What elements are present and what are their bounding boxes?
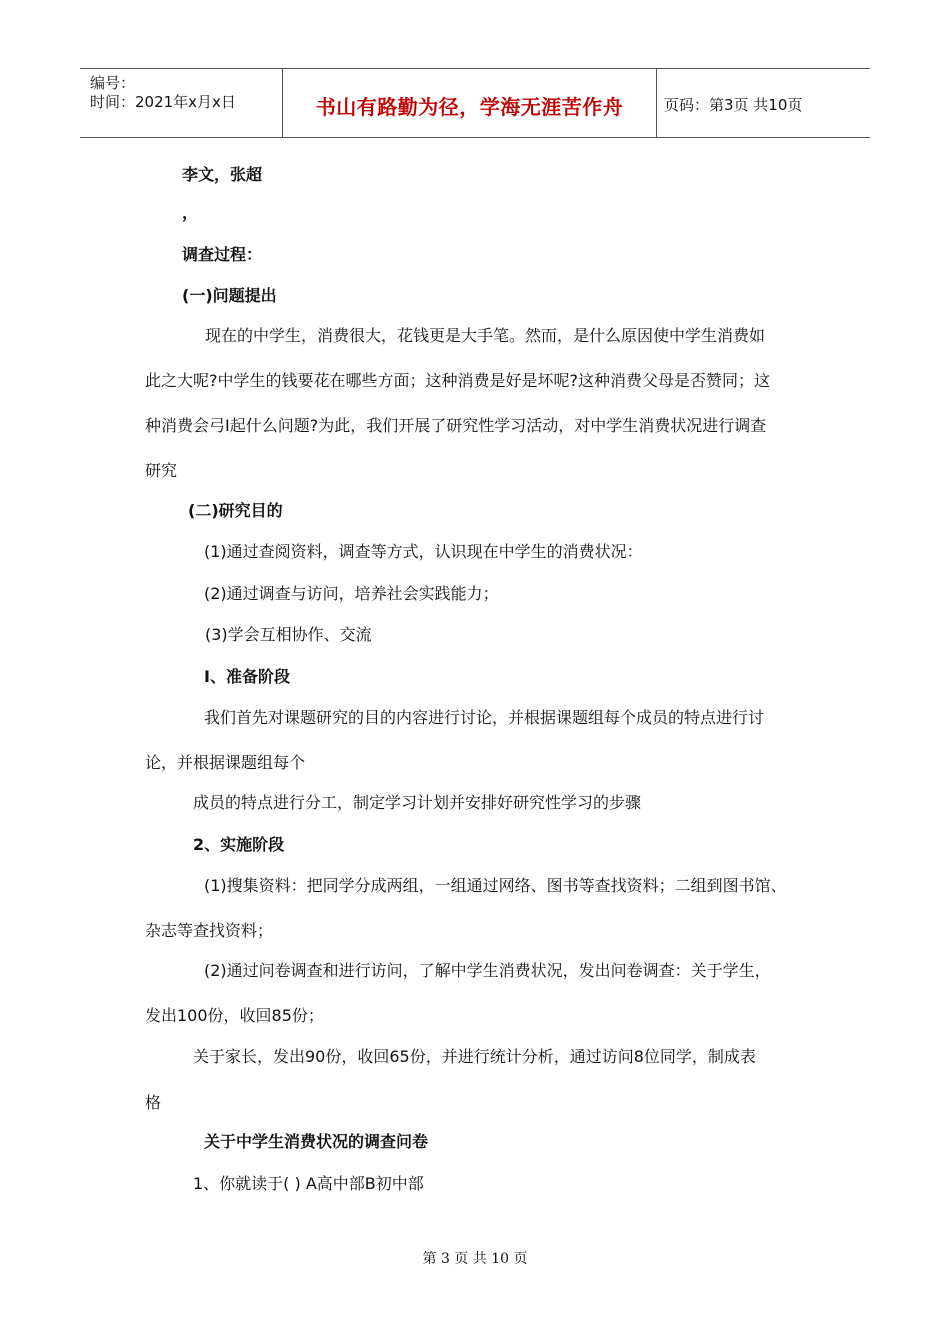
- header-page-cell: [656, 69, 870, 137]
- paragraph-line: 杂志等查找资料；: [145, 921, 274, 940]
- goal-item: (2)通过调查与访问，培养社会实践能力；: [204, 584, 499, 603]
- stage2-heading: 2、实施阶段: [193, 835, 285, 854]
- paragraph-line: 我们首先对课题研究的目的内容进行讨论，并根据课题组每个成员的特点进行讨: [204, 708, 765, 727]
- number-label: 编号：: [90, 74, 136, 92]
- stage1-heading: I、准备阶段: [204, 667, 290, 686]
- stray-comma: ，: [182, 203, 199, 222]
- paragraph-line: (2)通过问卷调查和进行访问，了解中学生消费状况，发出问卷调查：关于学生，: [204, 961, 771, 980]
- paragraph-line: 关于家长，发出90份，收回65份，并进行统计分析，通过访问8位同学，制成表: [193, 1047, 756, 1066]
- authors: 李文，张超: [182, 165, 263, 184]
- question-item: 1、你就读于( ) A高中部B初中部: [193, 1174, 424, 1193]
- section1-heading: (一)问题提出: [182, 286, 277, 305]
- goal-item: (1)通过查阅资料，调查等方式，认识现在中学生的消费状况：: [204, 542, 643, 561]
- header-table: [80, 68, 870, 138]
- page-footer: 第 3 页 共 10 页: [422, 1251, 528, 1267]
- goal-item: (3)学会互相协作、交流: [205, 625, 372, 644]
- paragraph-line: 成员的特点进行分工，制定学习计划并安排好研究性学习的步骤: [193, 793, 642, 812]
- paragraph-line: 种消费会弓I起什么问题?为此，我们开展了研究性学习活动，对中学生消费状况进行调查: [145, 416, 767, 435]
- page-code: 页码：第3页 共10页: [664, 96, 803, 114]
- paragraph-line: 格: [145, 1093, 162, 1112]
- process-heading: 调查过程：: [182, 245, 263, 264]
- paragraph-line: 论，并根据课题组每个: [145, 753, 306, 772]
- section2-heading: (二)研究目的: [188, 501, 283, 520]
- header-left-cell: [80, 69, 282, 137]
- motto: 书山有路勤为径，学海无涯苦作舟: [315, 95, 624, 119]
- paragraph-line: 此之大呢?中学生的钱要花在哪些方面；这种消费是好是坏呢?这种消费父母是否赞同；这: [145, 371, 770, 390]
- questionnaire-title: 关于中学生消费状况的调查问卷: [204, 1132, 429, 1151]
- paragraph-line: 现在的中学生，消费很大，花钱更是大手笔。然而，是什么原因使中学生消费如: [205, 326, 766, 345]
- header-motto-cell: [282, 69, 657, 137]
- date-label: 时间：2021年x月x日: [90, 93, 236, 111]
- paragraph-line: (1)搜集资料：把同学分成两组，一组通过网络、图书等查找资料；二组到图书馆、: [204, 876, 787, 895]
- paragraph-line: 发出100份，收回85份；: [145, 1006, 324, 1025]
- paragraph-line: 研究: [145, 461, 178, 480]
